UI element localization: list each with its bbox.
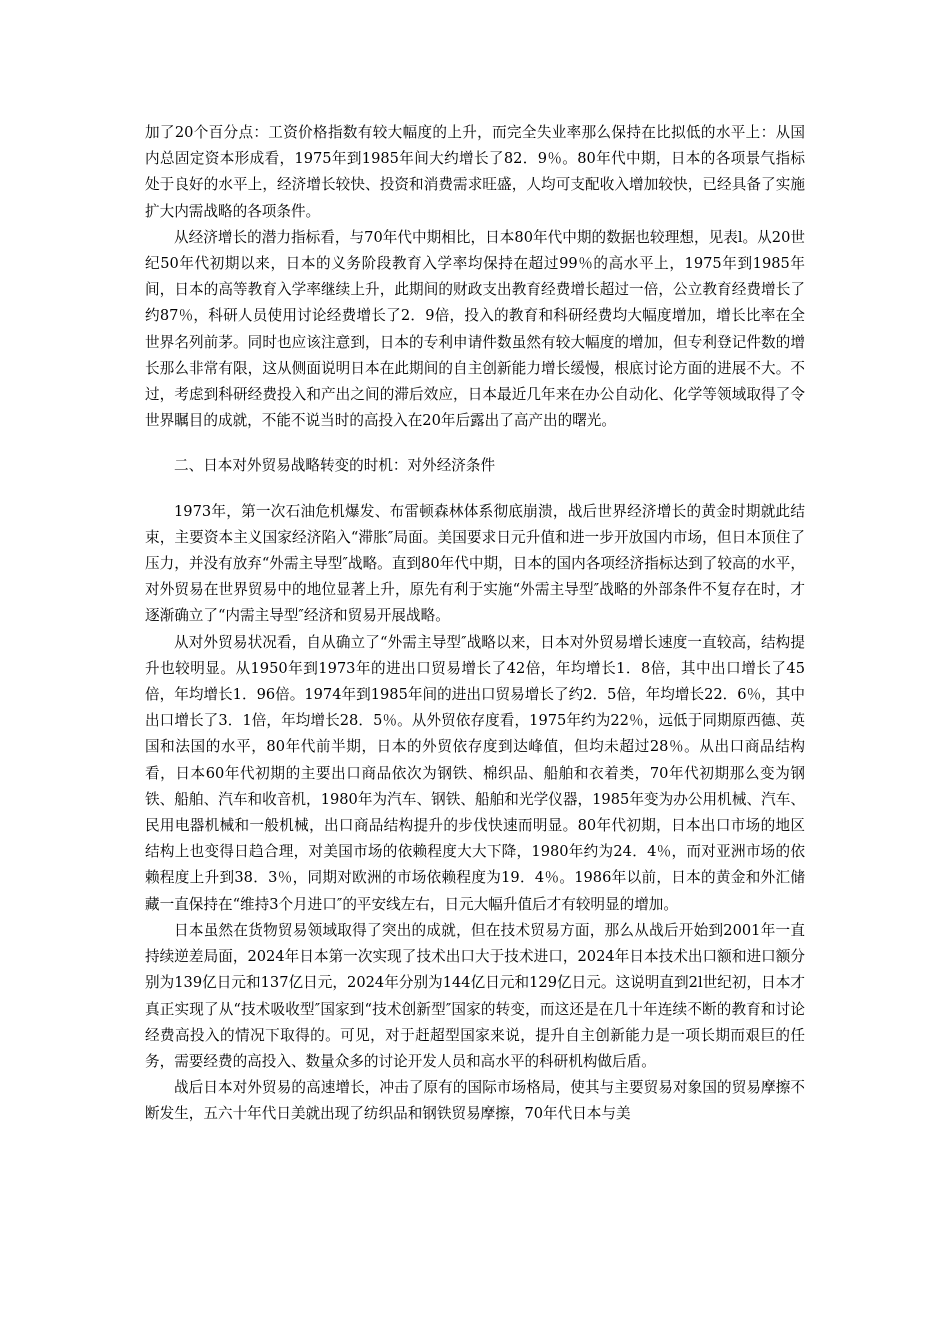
spacer xyxy=(145,480,805,499)
document-page xyxy=(145,120,805,1128)
paragraph-1: 加了20个百分点：工资价格指数有较大幅度的上升，而完全失业率那么保持在比拟低的水平上：从国内总固定资本形成看，1975年到1985年间大约增长了82．9％。80年代中期，日本的各项景气指标处于良好的水平上，经济增长较快、投资和消费需求旺盛，人均可支配收入增加较快，已经具备了实施扩大内需战略的各项条件。 xyxy=(145,124,805,220)
section-heading: 二、日本对外贸易战略转变的时机：对外经济条件 xyxy=(174,457,496,475)
paragraph-2: 从经济增长的潜力指标看，与70年代中期相比，日本80年代中期的数据也较理想，见表l。从20世纪50年代初期以来，日本的义务阶段教育入学率均保持在超过99％的高水平上，1975年到1985年间，日本的高等教育入学率继续上升，此期间的财政支出教育经费增长超过一倍，公立教育经费增长了约87％，科研人员使用讨论经费增长了2．9倍，投入的教育和科研经费均大幅度增加，增长比率在全世界名列前茅。同时也应该注意到，日本的专利申请件数虽然有较大幅度的增加，但专利登记件数的增长那么非常有限，这从侧面说明日本在此期间的自主创新能力增长缓慢，根底讨论方面的进展不大。不过，考虑到科研经费投入和产出之间的滞后效应，日本最近几年来在办公自动化、化学等领域取得了令世界瞩目的成就，不能不说当时的高投入在20年后露出了高产出的曙光。 xyxy=(145,228,805,430)
spacer xyxy=(145,434,805,453)
paragraph-6: 战后日本对外贸易的高速增长，冲击了原有的国际市场格局，使其与主要贸易对象国的贸易摩擦不断发生，五六十年代日美就出现了纺织品和钢铁贸易摩擦，70年代日本与美 xyxy=(145,1079,805,1123)
paragraph-5: 日本虽然在货物贸易领域取得了突出的成就，但在技术贸易方面，那么从战后开始到2001年一直持续逆差局面，2024年日本第一次实现了技术出口大于技术进口，2024年日本技术出口额和进口额分别为139亿日元和137亿日元，2024年分别为144亿日元和129亿日元。这说明直到2l世纪初，日本才真正实现了从“技术吸收型″国家到“技术创新型″国家的转变，而这还是在几十年连续不断的教育和讨论经费高投入的情况下取得的。可见，对于赶超型国家来说，提升自主创新能力是一项长期而艰巨的任务，需要经费的高投入、数量众多的讨论开发人员和高水平的科研机构做后盾。 xyxy=(145,921,805,1070)
paragraph-4: 从对外贸易状况看，自从确立了“外需主导型″战略以来，日本对外贸易增长速度一直较高，结构提升也较明显。从1950年到1973年的进出口贸易增长了42倍，年均增长1．8倍，其中出口增长了45倍，年均增长1．96倍。1974年到1985年间的进出口贸易增长了约2．5倍，年均增长22．6％，其中出口增长了3．1倍，年均增长28．5％。从外贸依存度看，1975年约为22％，远低于同期原西德、英国和法国的水平，80年代前半期，日本的外贸依存度到达峰值，但均未超过28％。从出口商品结构看，日本60年代初期的主要出口商品依次为钢铁、棉织品、船舶和衣着类，70年代初期那么变为钢铁、船舶、汽车和收音机，1980年为汽车、钢铁、船舶和光学仪器，1985年变为办公用机械、汽车、民用电器机械和一般机械，出口商品结构提升的步伐快速而明显。80年代初期，日本出口市场的地区结构上也变得日趋合理，对美国市场的依赖程度大大下降，1980年约为24．4％，而对亚洲市场的依赖程度上升到38．3％，同期对欧洲的市场依赖程度为19．4％。1986年以前，日本的黄金和外汇储藏一直保持在“维持3个月进口″的平安线左右，日元大幅升值后才有较明显的增加。 xyxy=(145,633,805,913)
paragraph-3: 1973年，第一次石油危机爆发、布雷顿森林体系彻底崩溃，战后世界经济增长的黄金时期就此结束，主要资本主义国家经济陷入“滞胀″局面。美国要求日元升值和进一步开放国内市场，但日本顶住了压力，并没有放弃“外需主导型″战略。直到80年代中期，日本的国内各项经济指标达到了较高的水平，对外贸易在世界贸易中的地位显著上升，原先有利于实施“外需主导型″战略的外部条件不复存在时，才逐渐确立了“内需主导型″经济和贸易开展战略。 xyxy=(145,502,805,625)
